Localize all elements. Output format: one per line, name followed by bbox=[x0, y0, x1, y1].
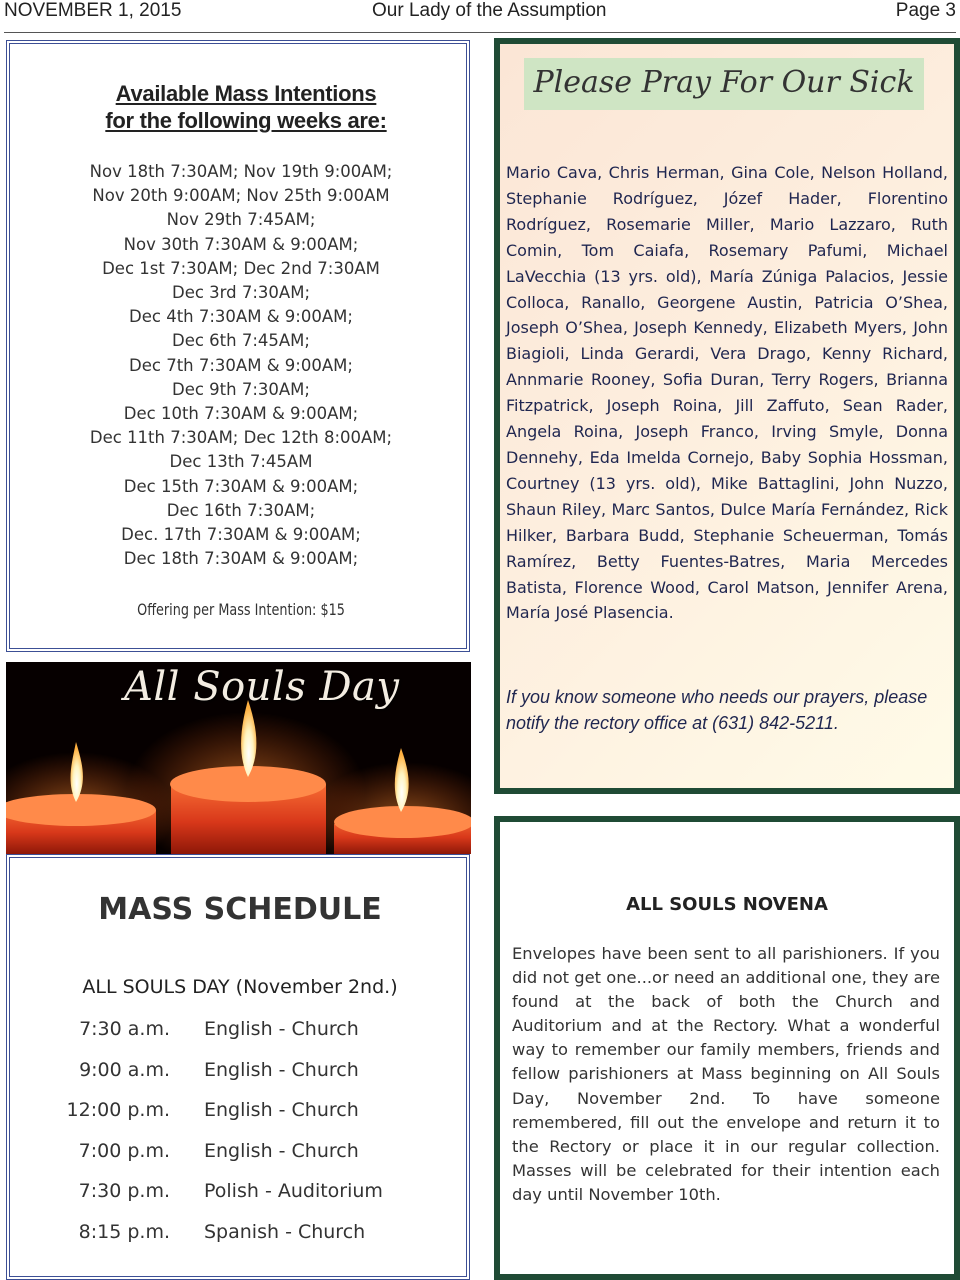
schedule-row bbox=[10, 1059, 470, 1100]
mass-intentions-title-line1: Available Mass Intentions bbox=[115, 81, 377, 106]
intention-line: Dec 1st 7:30AM; Dec 2nd 7:30AM bbox=[102, 258, 380, 278]
intention-line: Dec 16th 7:30AM; bbox=[166, 500, 316, 520]
intention-line: Dec 3rd 7:30AM; bbox=[171, 283, 311, 303]
header-divider bbox=[4, 32, 956, 33]
all-souls-day-image bbox=[6, 662, 471, 854]
mass-time: 7:30 p.m. bbox=[78, 1180, 170, 1202]
intention-line: Dec 13th 7:45AM bbox=[169, 452, 313, 472]
issue-date: NOVEMBER 1, 2015 bbox=[4, 0, 182, 21]
sick-names-list: Mario Cava, Chris Herman, Gina Cole, Nelson Holland, Stephanie Rodríguez, Józef Hader, Florentino Rodríguez, Rosemarie Miller, Mario Lazzaro, Ruth Comin, Tom Caiafa, Rosemary Pafumi, Michael LaVecchia (13 yrs. old), María Zúniga Palacios, Jessie Colloca, Ranallo, Georgene Austin, Patricia O’Shea, Joseph O’Shea, Joseph Kennedy, Elizabeth Myers, John Biagioli, Linda Gerardi, Vera Drago, Kenny Richard, Annmarie Rooney, Sofia Duran, Terry Rogers, Brianna Fitzpatrick, Joseph Roina, Jill Zaffuto, Sean Rader, Angela Roina, Joseph Franco, Irving Smyle, Donna Dennehy, Eda Imelda Cornejo, Baby Sophia Hossman, Courtney (13 yrs. old), Mike Battaglini, John Nuzzo, Shaun Riley, Marc Santos, Dulce María Fernández, Rick Hilker, Barbara Budd, Stephanie Scheuerman, Tomás Ramírez, Betty Fuentes-Batres, Maria Mercedes Batista, Florence Wood, Carol Matson, Jennifer Arena, María José Plasencia. bbox=[506, 163, 948, 623]
mass-language-location: English - Church bbox=[204, 1018, 359, 1040]
schedule-row bbox=[10, 1099, 470, 1140]
mass-schedule-box bbox=[6, 854, 470, 1280]
pray-for-sick-box bbox=[494, 38, 960, 794]
intention-line: Dec 18th 7:30AM & 9:00AM; bbox=[123, 549, 359, 569]
novena-body: Envelopes have been sent to all parishioners. If you did not get one...or need an additional one, they are found at the back of both the Church and Auditorium and at the Rectory. What a wonderful way to remember our family members, friends and fellow parishioners at Mass beginning on All Souls Day, November 2nd. To have someone remembered, fill out the envelope and return it to the Rectory or place it in our regular collection. Masses will be celebrated for their intention each day until November 10th. bbox=[512, 944, 940, 1204]
parish-name: Our Lady of the Assumption bbox=[372, 0, 607, 21]
schedule-row bbox=[10, 1221, 470, 1262]
intention-line: Dec 10th 7:30AM & 9:00AM; bbox=[123, 404, 359, 424]
mass-time: 9:00 a.m. bbox=[79, 1058, 170, 1081]
prayer-request-note: If you know someone who needs our prayers, please notify the rectory office at (631) 842-5211. bbox=[506, 687, 928, 733]
mass-language-location: Polish - Auditorium bbox=[204, 1180, 383, 1202]
intention-line: Dec 11th 7:30AM; Dec 12th 8:00AM; bbox=[89, 428, 393, 448]
offering-note: Offering per Mass Intention: $15 bbox=[137, 600, 345, 619]
all-souls-novena-box bbox=[494, 816, 960, 1280]
mass-language-location: English - Church bbox=[204, 1058, 359, 1081]
mass-time: 7:30 a.m. bbox=[79, 1018, 170, 1040]
mass-intentions-box bbox=[6, 40, 470, 652]
intention-line: Dec 7th 7:30AM & 9:00AM; bbox=[129, 355, 353, 375]
mass-time: 12:00 p.m. bbox=[66, 1099, 170, 1121]
mass-intentions-title-line2: for the following weeks are: bbox=[105, 108, 387, 133]
mass-schedule-title: MASS SCHEDULE bbox=[98, 892, 382, 927]
mass-schedule-subtitle: ALL SOULS DAY (November 2nd.) bbox=[82, 976, 398, 998]
mass-language-location: English - Church bbox=[204, 1099, 359, 1121]
intention-line: Dec 15th 7:30AM & 9:00AM; bbox=[123, 476, 359, 496]
schedule-row bbox=[10, 1018, 470, 1059]
all-souls-day-title: All Souls Day bbox=[124, 664, 400, 710]
intention-line: Nov 20th 9:00AM; Nov 25th 9:00AM bbox=[92, 186, 390, 206]
mass-time: 7:00 p.m. bbox=[78, 1139, 170, 1162]
intention-line: Dec 9th 7:30AM; bbox=[172, 379, 310, 399]
mass-schedule-rows bbox=[10, 1018, 470, 1261]
intention-line: Nov 18th 7:30AM; Nov 19th 9:00AM; bbox=[89, 162, 393, 181]
intention-line: Dec. 17th 7:30AM & 9:00AM; bbox=[121, 525, 361, 545]
mass-intentions-title bbox=[6, 80, 486, 134]
mass-language-location: English - Church bbox=[204, 1139, 359, 1162]
intention-line: Nov 29th 7:45AM; bbox=[166, 210, 316, 230]
page-header bbox=[0, 0, 960, 24]
mass-intentions-list bbox=[6, 160, 476, 571]
schedule-row bbox=[10, 1140, 470, 1181]
intention-line: Dec 4th 7:30AM & 9:00AM; bbox=[129, 307, 353, 327]
intention-line: Nov 30th 7:30AM & 9:00AM; bbox=[123, 234, 359, 254]
novena-title: ALL SOULS NOVENA bbox=[626, 894, 828, 915]
schedule-row bbox=[10, 1180, 470, 1221]
mass-language-location: Spanish - Church bbox=[204, 1220, 366, 1243]
intention-line: Dec 6th 7:45AM; bbox=[172, 331, 310, 351]
pray-for-sick-title: Please Pray For Our Sick bbox=[524, 58, 924, 110]
mass-time: 8:15 p.m. bbox=[78, 1220, 170, 1243]
page-number: Page 3 bbox=[895, 0, 956, 21]
